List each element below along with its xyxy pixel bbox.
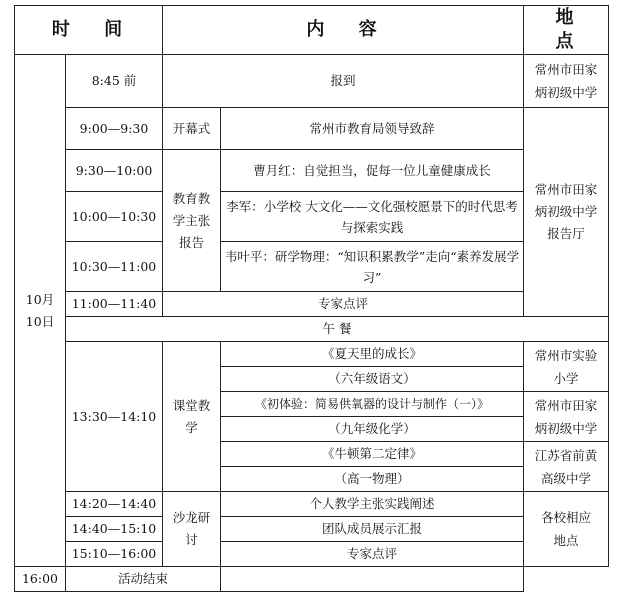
place-line: 炳初级中学 <box>534 420 598 436</box>
date-cell <box>15 55 66 567</box>
table-row <box>15 567 609 592</box>
table-row <box>15 342 609 367</box>
content-cell: 活动结束 <box>66 567 221 592</box>
place-line: 高级中学 <box>540 470 591 486</box>
place-cell <box>524 108 609 317</box>
time-cell: 9:30—10:00 <box>66 150 163 192</box>
content-cell: 专家点评 <box>221 542 524 567</box>
header-time: 时 间 <box>15 6 163 55</box>
table-row <box>15 517 609 542</box>
place-line: 炳初级中学 <box>534 204 598 219</box>
lesson-title: 《牛顿第二定律》 <box>221 442 524 467</box>
date-line: 10月 <box>25 291 55 307</box>
table-row <box>15 317 609 342</box>
time-cell: 8:45 前 <box>66 55 163 108</box>
table-row <box>15 108 609 150</box>
label-line: 报告 <box>178 234 204 250</box>
lesson-title: 《夏天里的成长》 <box>221 342 524 367</box>
place-line: 炳初级中学 <box>534 85 598 100</box>
place-line: 地点 <box>553 533 579 548</box>
lesson-subject: （六年级语文） <box>221 367 524 392</box>
schedule-document <box>14 5 608 586</box>
time-cell: 10:00—10:30 <box>66 192 163 242</box>
lesson-subject: （高一物理） <box>221 467 524 492</box>
session-label <box>163 342 221 492</box>
table-row <box>15 492 609 517</box>
time-cell: 10:30—11:00 <box>66 242 163 292</box>
place-line: 常州市田家 <box>534 397 598 413</box>
content-cell: 团队成员展示汇报 <box>221 517 524 542</box>
place-line: 报告厅 <box>547 226 585 241</box>
header-content: 内 容 <box>163 6 524 55</box>
time-cell: 11:00—11:40 <box>66 292 163 317</box>
content-cell: 李军：小学校 大文化——文化强校愿景下的时代思考与探索实践 <box>221 192 524 242</box>
time-cell: 14:40—15:10 <box>66 517 163 542</box>
time-cell: 15:10—16:00 <box>66 542 163 567</box>
table-row <box>15 242 609 292</box>
table-row <box>15 150 609 192</box>
content-cell: 曹月红：自觉担当，促每一位儿童健康成长 <box>221 150 524 192</box>
label-line: 教育教 <box>172 190 211 206</box>
date-line: 10日 <box>25 313 55 329</box>
header-place: 地 点 <box>524 6 609 55</box>
label-line: 讨 <box>185 532 198 547</box>
content-cell: 韦叶平：研学物理：“知识积累教学”走向“素养发展学习” <box>221 242 524 292</box>
label-line: 沙龙研 <box>172 510 211 525</box>
label-line: 学主张 <box>172 212 211 228</box>
schedule-table <box>14 5 609 592</box>
place-line: 常州市田家 <box>534 62 598 77</box>
place-cell <box>524 392 609 442</box>
session-label: 开幕式 <box>163 108 221 150</box>
place-line: 小学 <box>553 370 579 386</box>
lesson-title: 《初体验：简易供氧器的设计与制作（一）》 <box>221 392 524 417</box>
place-cell <box>524 55 609 108</box>
place-line: 各校相应 <box>540 510 591 525</box>
place-cell-empty <box>221 567 524 592</box>
place-cell <box>524 442 609 492</box>
table-row <box>15 192 609 242</box>
place-cell <box>524 342 609 392</box>
label-line: 学 <box>185 419 198 435</box>
lesson-subject: （九年级化学） <box>221 417 524 442</box>
time-cell: 14:20—14:40 <box>66 492 163 517</box>
place-line: 江苏省前黄 <box>534 447 598 463</box>
place-line: 常州市实验 <box>534 347 598 363</box>
content-cell: 常州市教育局领导致辞 <box>221 108 524 150</box>
session-label <box>163 150 221 292</box>
table-row <box>15 292 609 317</box>
content-cell: 专家点评 <box>163 292 524 317</box>
place-cell <box>524 492 609 567</box>
time-cell: 13:30—14:10 <box>66 342 163 492</box>
header-row <box>15 6 609 55</box>
content-cell: 个人教学主张实践阐述 <box>221 492 524 517</box>
label-line: 课堂教 <box>172 397 211 413</box>
table-row <box>15 542 609 567</box>
time-cell: 16:00 <box>15 567 66 592</box>
table-row <box>15 55 609 108</box>
time-cell: 9:00—9:30 <box>66 108 163 150</box>
place-line: 常州市田家 <box>534 182 598 197</box>
session-label <box>163 492 221 567</box>
lunch-cell: 午 餐 <box>66 317 609 342</box>
content-cell: 报到 <box>163 55 524 108</box>
